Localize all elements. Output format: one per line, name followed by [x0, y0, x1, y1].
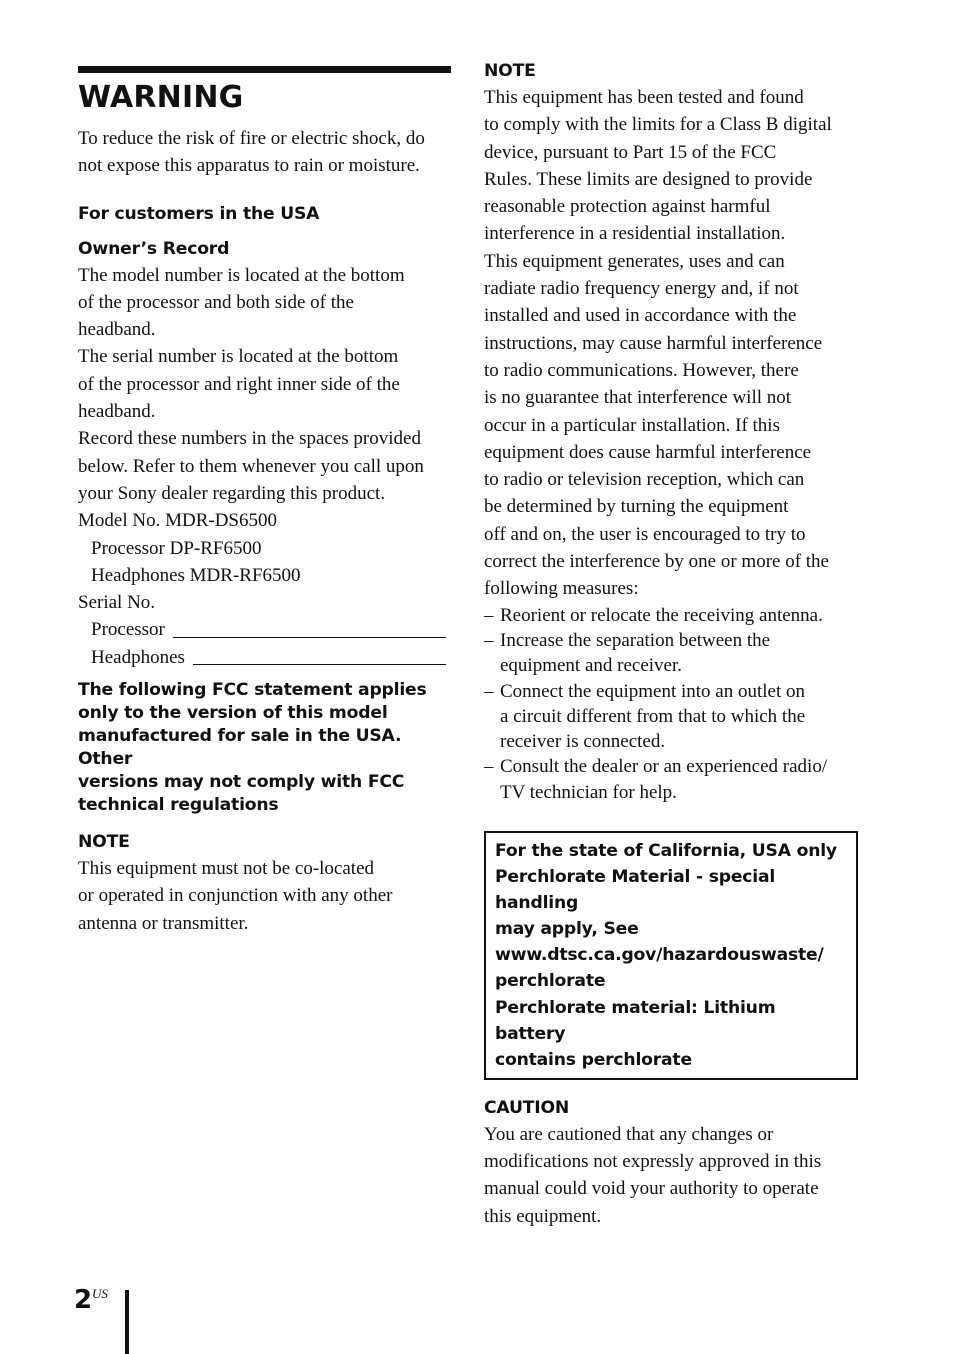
record-line: below. Refer to them whenever you call upon [78, 455, 424, 477]
right-note-line: radiate radio frequency energy and, if not [484, 278, 799, 300]
right-note-line: following measures: [484, 578, 639, 600]
california-box-line: Perchlorate Material - special handling [495, 867, 776, 914]
measure-line: Increase the separation between the [500, 629, 771, 651]
measure-item [484, 628, 858, 679]
right-note-line: off and on, the user is encouraged to try to [484, 523, 806, 545]
right-note-line: This equipment generates, uses and can [484, 250, 785, 272]
right-note-line: This equipment has been tested and found [484, 87, 804, 108]
warning-intro [78, 125, 450, 180]
right-note-line: equipment does cause harmful interference [484, 441, 812, 463]
left-note-body [78, 855, 450, 937]
left-note-line: This equipment must not be co-located [78, 858, 375, 880]
model-location-line: of the processor and both side of the [78, 291, 354, 313]
right-note-body [484, 84, 858, 603]
serial-headphones-label: Headphones [91, 646, 185, 668]
serial-location-line: The serial number is located at the bottom [78, 346, 399, 368]
caution-line: manual could void your authority to operate [484, 1178, 819, 1200]
fcc-statement-line: manufactured for sale in the USA. Other [78, 726, 402, 770]
left-note-heading: NOTE [78, 832, 130, 853]
warning-intro-text: To reduce the risk of fire or electric shock, do not expose this apparatus to rain or moisture. [78, 128, 425, 177]
measures-list [484, 603, 858, 805]
serial-headphones-field [78, 644, 450, 671]
caution-line: modifications not expressly approved in this [484, 1151, 822, 1173]
model-location-line: headband. [78, 319, 156, 341]
warning-title: WARNING [78, 80, 244, 115]
right-note-line: to radio or television reception, which can [484, 469, 805, 491]
california-box-line: may apply, See [495, 919, 639, 940]
measure-line: TV technician for help. [500, 781, 677, 803]
right-note-line: device, pursuant to Part 15 of the FCC [484, 141, 777, 163]
processor-model: Processor DP-RF6500 [91, 537, 262, 559]
california-box-text [495, 838, 846, 1073]
measure-line: Reorient or relocate the receiving antenna. [500, 604, 823, 626]
dash-bullet: – [484, 680, 494, 702]
caution-body [484, 1121, 858, 1230]
dash-bullet: – [484, 756, 494, 778]
page-number: 2 [74, 1285, 93, 1315]
right-note-line: Rules. These limits are designed to provide [484, 168, 813, 190]
right-note-line: is no guarantee that interference will not [484, 387, 792, 409]
record-line: your Sony dealer regarding this product. [78, 482, 386, 504]
measure-line: equipment and receiver. [500, 655, 683, 677]
measure-line: Connect the equipment into an outlet on [500, 680, 805, 702]
fcc-statement-line: The following FCC statement applies [78, 680, 427, 701]
dash-bullet: – [484, 604, 494, 626]
caution-line: You are cautioned that any changes or [484, 1123, 774, 1145]
california-box-line: For the state of California, USA only [495, 841, 837, 862]
right-note-heading: NOTE [484, 61, 536, 81]
california-box-url-line: www.dtsc.ca.gov/hazardouswaste/ [495, 945, 824, 966]
right-note-line: to radio communications. However, there [484, 359, 799, 381]
serial-location-line: of the processor and right inner side of the [78, 373, 400, 395]
record-line: Record these numbers in the spaces provided [78, 428, 421, 450]
serial-processor-field [78, 616, 450, 643]
measure-text [500, 603, 823, 628]
california-box-line: contains perchlorate [495, 1049, 692, 1070]
page-edge-bar [125, 1290, 129, 1354]
fcc-statement [78, 679, 450, 817]
serial-processor-blank [173, 637, 446, 638]
serial-processor-label: Processor [91, 619, 165, 641]
usa-heading: For customers in the USA [78, 203, 320, 224]
measure-text [500, 754, 827, 805]
page-region-suffix: US [92, 1286, 108, 1301]
measure-line: a circuit different from that to which the [500, 705, 806, 727]
right-note-line: installed and used in accordance with the [484, 305, 797, 327]
measure-line: receiver is connected. [500, 731, 666, 753]
right-note-line: reasonable protection against harmful [484, 196, 771, 218]
caution-line: this equipment. [484, 1205, 602, 1227]
right-note-line: interference in a residential installation. [484, 223, 786, 245]
warning-rule [78, 66, 451, 73]
serial-headphones-blank [193, 664, 446, 665]
california-box-line: Perchlorate material: Lithium battery [495, 997, 776, 1044]
california-box-url-line: perchlorate [495, 971, 606, 992]
left-note-line: antenna or transmitter. [78, 912, 249, 934]
left-column [78, 66, 450, 937]
measure-item [484, 679, 858, 755]
headphones-model: Headphones MDR-RF6500 [91, 564, 301, 586]
owners-record-heading: Owner’s Record [78, 238, 230, 259]
measure-item [484, 603, 858, 628]
dash-bullet: – [484, 629, 494, 651]
right-column [484, 60, 858, 1230]
model-location-line: The model number is located at the bottom [78, 264, 405, 286]
fcc-statement-line: technical regulations [78, 795, 279, 816]
fcc-statement-line: only to the version of this model [78, 703, 388, 724]
measure-item [484, 754, 858, 805]
caution-heading: CAUTION [484, 1097, 570, 1118]
right-note-line: instructions, may cause harmful interference [484, 332, 823, 354]
fcc-statement-line: versions may not comply with FCC [78, 772, 405, 793]
model-number: Model No. MDR-DS6500 [78, 510, 277, 532]
right-note-line: to comply with the limits for a Class B digital [484, 114, 832, 136]
measure-text [500, 679, 805, 755]
right-note-line: correct the interference by one or more of the [484, 551, 829, 573]
measure-text [500, 628, 770, 679]
california-perchlorate-box [484, 831, 858, 1080]
right-note-line: be determined by turning the equipment [484, 496, 789, 518]
right-note-line: occur in a particular installation. If this [484, 414, 780, 436]
left-note-line: or operated in conjunction with any other [78, 885, 393, 907]
owners-record-body [78, 262, 450, 671]
serial-location-line: headband. [78, 401, 156, 423]
serial-number-label: Serial No. [78, 592, 156, 614]
measure-line: Consult the dealer or an experienced radio/ [500, 756, 828, 778]
